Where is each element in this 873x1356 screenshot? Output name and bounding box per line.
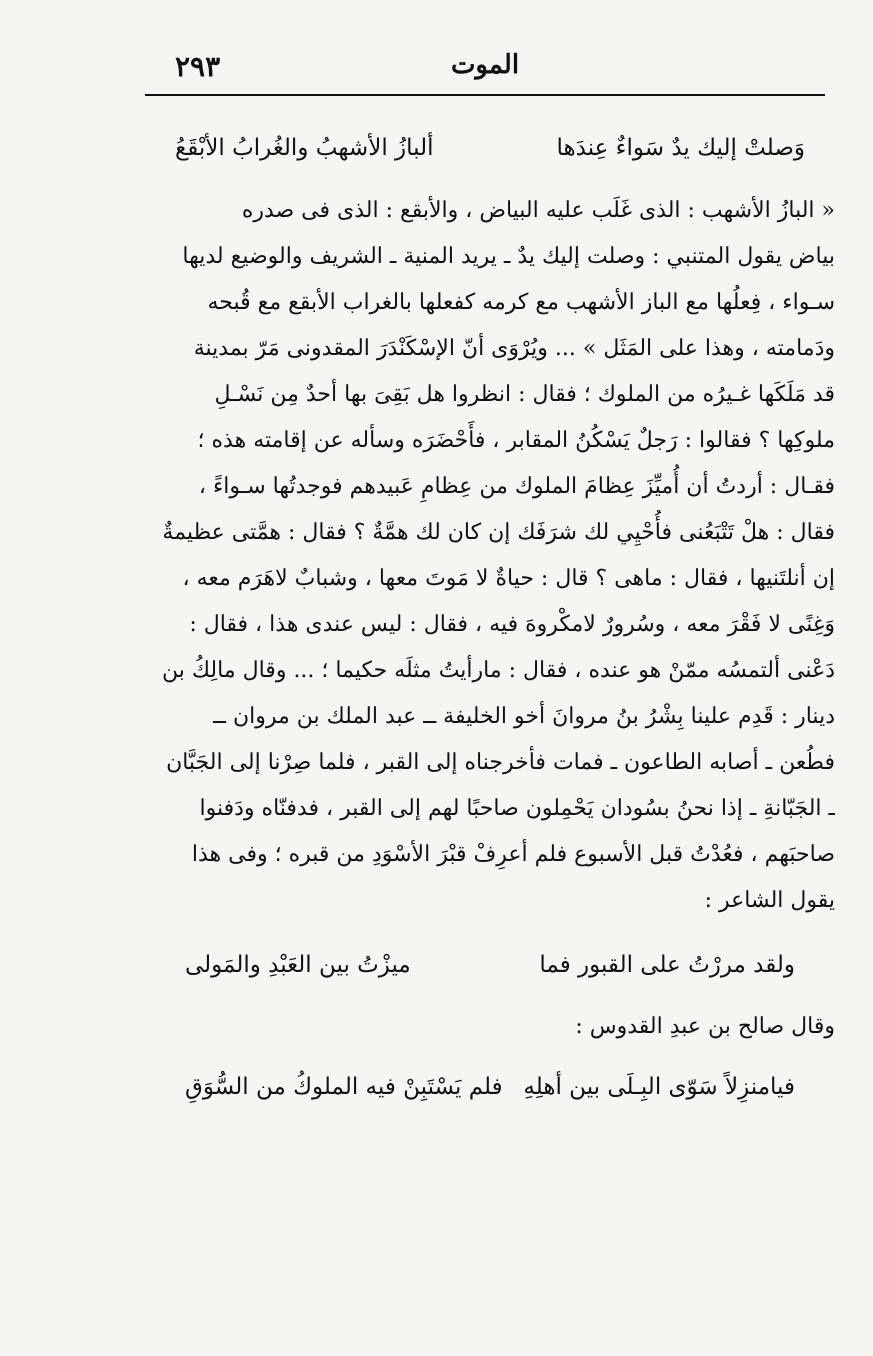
verse-1-second-hemistich: ألبازُ الأشهبُ والغُرابُ الأبْقَعُ <box>175 135 434 161</box>
page-number: ٢٩٣ <box>175 50 221 83</box>
verse-2-second-hemistich: ميزْتُ بين العَبْدِ والمَولى <box>185 952 411 978</box>
poetry-verse-2 <box>185 936 795 994</box>
poet-introduction: وقال صالح بن عبدِ القدوس : <box>575 1014 835 1039</box>
text-line: سـواء ، فِعلُها مع الباز الأشهب مع كرمه كفعلها بالغراب الأبقع مع قُبحه <box>207 290 835 315</box>
text-line: بياض يقول المتنبي : وصلت إليك يدٌ ـ يريد المنية ـ الشريف والوضيع لديها <box>182 244 835 269</box>
running-title: الموت <box>450 50 520 80</box>
text-line: قد مَلَكَها غـيرُه من الملوك ؛ فقال : انظروا هل بَقِىَ بها أحدٌ مِن نَسْـلِ <box>214 382 835 407</box>
text-line: « البازُ الأشهب : الذى غَلَب عليه البياض ، والأبقع : الذى فى صدره <box>241 198 835 223</box>
verse-1-first-hemistich: وَصلتْ إليك يدٌ سَواءٌ عِندَها <box>556 135 805 161</box>
text-line: ـ الجَبّانةِ ـ إذا نحنُ بسُودان يَحْمِلون صاحبًا لهم إلى القبر ، فدفنّاه ودَفنوا <box>199 796 835 821</box>
poetry-verse-3 <box>185 1058 795 1116</box>
poetry-verse-1 <box>175 118 805 178</box>
text-line: فطُعن ـ أصابه الطاعون ـ فمات فأخرجناه إلى القبر ، فلما صِرْنا إلى الجَبَّان <box>166 750 835 775</box>
text-line: وَغِنًى لا فَقْرَ معه ، وسُرورٌ لامكْروهَ فيه ، فقال : ليس عندى هذا ، فقال : <box>189 612 835 637</box>
text-line: صاحبَهم ، فعُدْتُ قبل الأسبوع فلم أعرِفْ قبْرَ الأسْوَدِ من قبره ؛ وفى هذا <box>191 842 835 867</box>
prose-paragraph <box>145 188 835 924</box>
text-line: إن أنلتَنيها ، فقال : ماهى ؟ قال : حياةٌ لا مَوتَ معها ، وشبابٌ لاهَرَم معه ، <box>182 566 835 591</box>
text-line: دينار : قَدِم علينا بِشْرُ بنُ مروانَ أخو الخليفة ــ عبد الملك بن مروان ــ <box>213 704 835 729</box>
verse-3-first-hemistich: فيامنزِلاً سَوّى البِـلَى بين أهلِهِ <box>523 1074 795 1100</box>
text-line: ودَمامته ، وهذا على المَثَل » ... ويُرْوَى أنّ الإسْكَنْدَرَ المقدونى مَرّ بمدينة <box>193 336 835 361</box>
text-line: فقـال : أردتُ أن أُميِّزَ عِظامَ الملوك من عِظامِ عَبيدهم فوجدتُها سـواءً ، <box>198 474 835 499</box>
text-line: فقال : هلْ تَتْبَعُنى فأُحْيِي لك شرَفَك إن كان لك همَّةٌ ؟ فقال : همَّتى عظيمةٌ <box>162 520 835 545</box>
text-line: دَعْنى ألتمسُه ممّنْ هو عنده ، فقال : مارأيتُ مثلَه حكيما ؛ ... وقال مالِكُ بن <box>162 658 835 683</box>
text-line: يقول الشاعر : <box>704 888 835 913</box>
page-content <box>145 118 835 1124</box>
page-header <box>145 50 825 96</box>
text-line: ملوكِها ؟ فقالوا : رَجلٌ يَسْكُنُ المقابر ، فأَحْضَرَه وسأله عن إقامته هذه ؛ <box>197 428 835 453</box>
verse-2-first-hemistich: ولقد مررْتُ على القبور فما <box>539 952 795 978</box>
verse-3-second-hemistich: فلم يَسْتَبِنْ فيه الملوكُ من السُّوَقِ <box>185 1074 503 1100</box>
